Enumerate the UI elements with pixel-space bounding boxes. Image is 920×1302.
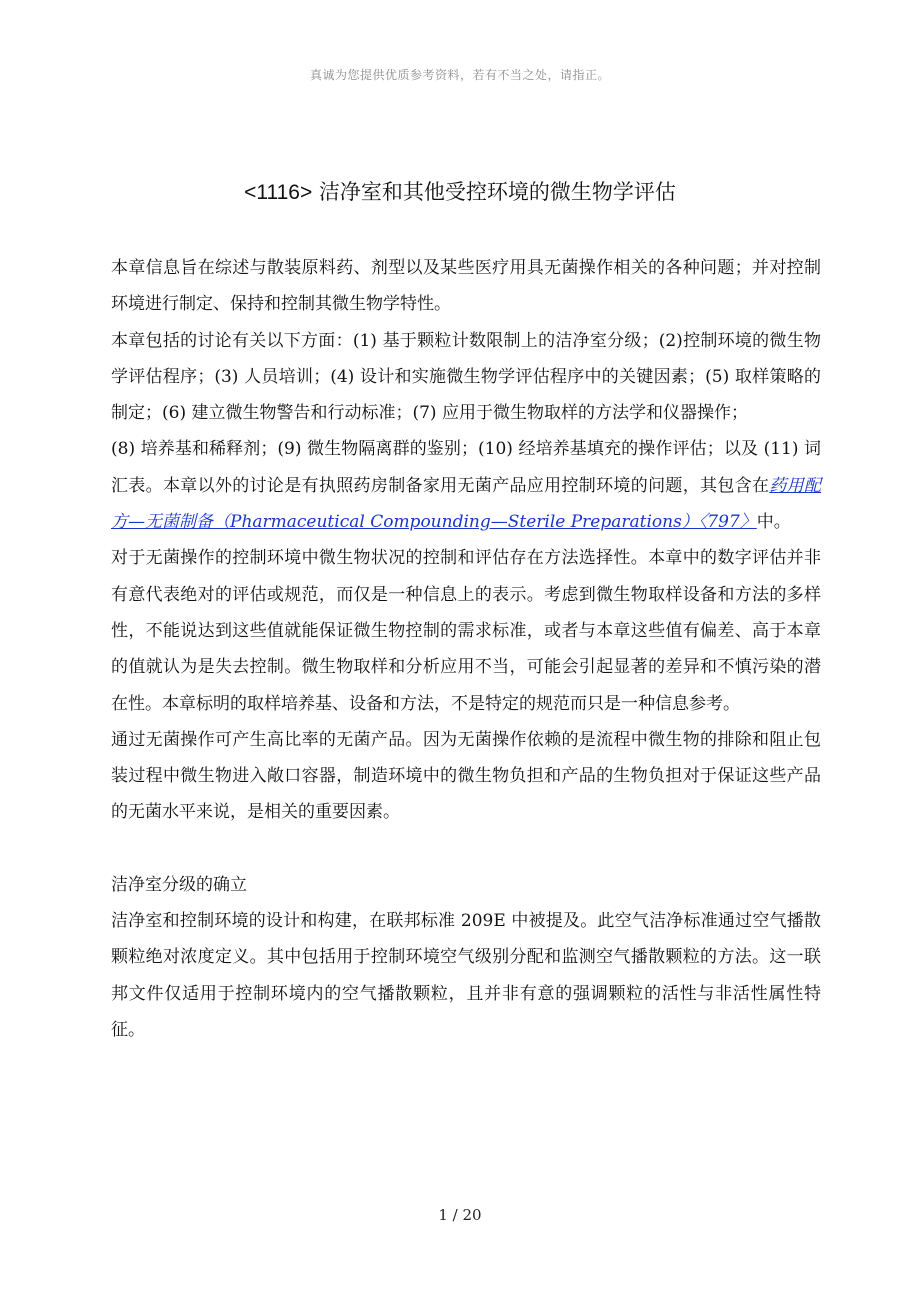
paragraph-scope-continued-tail: 中。 xyxy=(756,512,791,533)
section-spacer xyxy=(111,831,821,867)
title-chapter-number: <1116> xyxy=(244,181,313,204)
document-body xyxy=(111,250,821,1048)
chapter-797-link[interactable]: 药用配方—无菌制备（Pharmaceutical Compounding—Sterile Preparations）〈797〉 xyxy=(111,475,822,533)
paragraph-cleanroom: 洁净室和控制环境的设计和构建，在联邦标准 209E 中被提及。此空气洁净标准通过空气播散颗粒绝对浓度定义。其中包括用于控制环境空气级别分配和监测空气播散颗粒的方法。这一联邦文件仅适用于控制环境内的空气播散颗粒，且并非有意的强调颗粒的活性与非活性属性特征。 xyxy=(111,911,821,1040)
paragraph-methods: 对于无菌操作的控制环境中微生物状况的控制和评估存在方法选择性。本章中的数字评估并非有意代表绝对的评估或规范，而仅是一种信息上的表示。考虑到微生物取样设备和方法的多样性，不能说达到这些值就能保证微生物控制的需求标准，或者与本章这些值有偏差、高于本章的值就认为是失去控制。微生物取样和分析应用不当，可能会引起显著的差异和不慎污染的潜在性。本章标明的取样培养基、设备和方法，不是特定的规范而只是一种信息参考。 xyxy=(111,548,821,714)
paragraph-intro: 本章信息旨在综述与散装原料药、剂型以及某些医疗用具无菌操作相关的各种问题；并对控制环境进行制定、保持和控制其微生物学特性。 xyxy=(111,258,821,315)
paragraph-scope-continued-text: (8) 培养基和稀释剂；(9) 微生物隔离群的鉴别；(10) 经培养基填充的操作评估；以及 (11) 词汇表。本章以外的讨论是有执照药房制备家用无菌产品应用控制环境的问题，其包含在 xyxy=(111,439,821,496)
page-number: 1 / 20 xyxy=(438,1206,482,1224)
title-text: 洁净室和其他受控环境的微生物学评估 xyxy=(312,180,676,204)
paragraph-scope-continued xyxy=(111,431,821,540)
document-title xyxy=(0,176,920,206)
section-heading: 洁净室分级的确立 xyxy=(111,874,247,895)
paragraph-sterility: 通过无菌操作可产生高比率的无菌产品。因为无菌操作依赖的是流程中微生物的排除和阻止包装过程中微生物进入敞口容器，制造环境中的微生物负担和产品的生物负担对于保证这些产品的无菌水平来说，是相关的重要因素。 xyxy=(111,729,821,823)
header-disclaimer: 真诚为您提供优质参考资料，若有不当之处，请指正。 xyxy=(309,68,610,82)
paragraph-scope: 本章包括的讨论有关以下方面：(1) 基于颗粒计数限制上的洁净室分级；(2)控制环境的微生物学评估程序；(3) 人员培训；(4) 设计和实施微生物学评估程序中的关键因素；(5) 取样策略的制定；(6) 建立微生物警告和行动标准；(7) 应用于微生物取样的方法学和仪器操作； xyxy=(111,330,821,424)
